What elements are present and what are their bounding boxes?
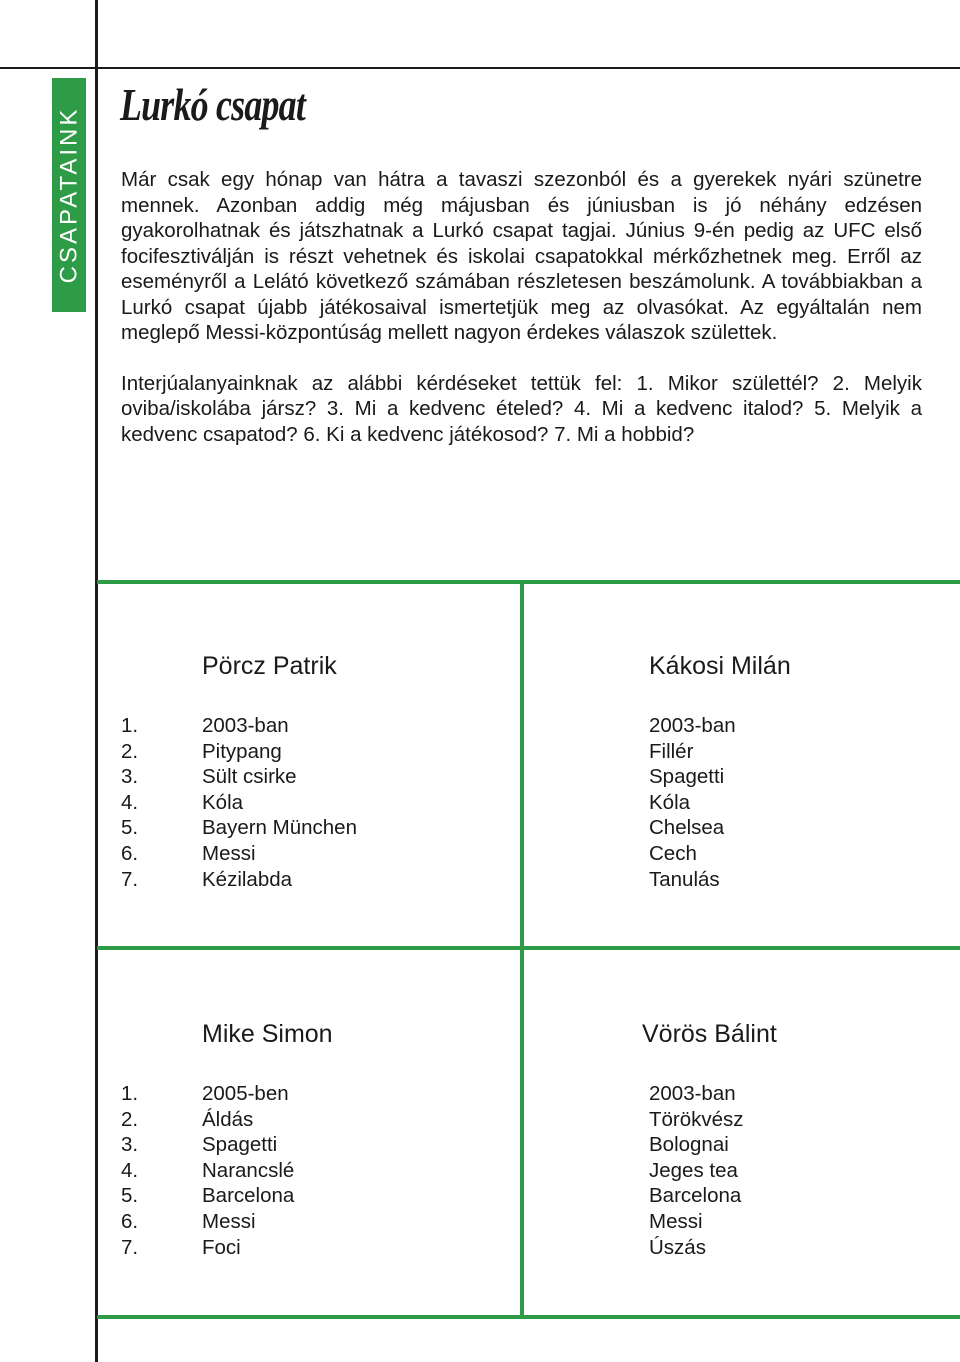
- answer-number: 1.: [121, 1082, 139, 1105]
- answer-item: [121, 867, 357, 893]
- answer-number: 3.: [121, 1133, 139, 1157]
- answer-text: Jeges tea: [649, 1158, 738, 1182]
- answer-text: Messi: [649, 1209, 703, 1233]
- grid-line-top: [97, 580, 960, 584]
- answer-text: Chelsea: [649, 816, 725, 840]
- answer-text: 2003-ban: [202, 714, 289, 737]
- answer-list: [649, 1081, 744, 1260]
- answer-number: 5.: [121, 816, 139, 840]
- answer-text: Barcelona: [649, 1184, 742, 1208]
- answer-text: Spagetti: [649, 765, 725, 789]
- answer-text: Bayern München: [202, 816, 357, 840]
- answer-text: Messi: [202, 1209, 256, 1233]
- answer-text: Narancslé: [202, 1158, 295, 1182]
- answer-text: Áldás: [202, 1107, 254, 1131]
- intro-paragraph: Már csak egy hónap van hátra a tavaszi szezonból és a gyerekek nyári szünetre mennek. Azonban addig még májusban és júniusban is jó néhány edzésen gyakorolhatnak és játszhatnak a Lurkó csapat tagjai. Június 9-én pedig az UFC első focifesztiválján is részt vehetnek és iskolai csapatokkal mérkőzhetnek meg. Erről az eseményről a Lelátó következő számában részletesen beszámolunk. A továbbiakban a Lurkó csapat újabb játékosaival ismertetjük meg az olvasókat. Az egyáltalán nem meglepő Messi-központúság mellett nagyon érdekes válaszok születtek.: [121, 168, 922, 344]
- answer-item: [121, 1107, 294, 1133]
- answer-number: 5.: [121, 1184, 139, 1208]
- answer-number: 7.: [121, 1235, 139, 1259]
- grid-line-middle: [97, 946, 960, 950]
- answer-text: Pitypang: [202, 739, 282, 763]
- answer-list: [121, 1081, 294, 1260]
- answer-number: 3.: [121, 765, 139, 789]
- player-name: Kákosi Milán: [649, 652, 791, 680]
- player-name: Vörös Bálint: [642, 1020, 777, 1048]
- answer-item: [121, 841, 357, 867]
- answer-text: Messi: [202, 841, 256, 865]
- grid-line-bottom: [97, 1315, 960, 1319]
- answer-text: Fillér: [649, 739, 694, 763]
- answer-item: [121, 1209, 294, 1235]
- answer-item: [121, 1158, 294, 1184]
- answer-item: [121, 764, 357, 790]
- answer-text: 2003-ban: [649, 714, 736, 737]
- answer-number: 4.: [121, 1158, 139, 1182]
- answer-list: [649, 713, 736, 892]
- answer-number: 2.: [121, 1107, 139, 1131]
- answer-text: Sült csirke: [202, 765, 297, 789]
- answer-item: [121, 739, 357, 765]
- answer-number: 6.: [121, 841, 139, 865]
- answer-text: Foci: [202, 1235, 241, 1259]
- header-rule: [0, 67, 960, 69]
- answer-text: Törökvész: [649, 1107, 744, 1131]
- answer-text: Barcelona: [202, 1184, 295, 1208]
- grid-divider-lower: [520, 946, 524, 1319]
- answer-item: [121, 1081, 294, 1107]
- vertical-margin-rule: [95, 0, 98, 1362]
- answer-text: Bolognai: [649, 1133, 729, 1157]
- answer-text: Kóla: [202, 790, 244, 814]
- answer-text: 2003-ban: [649, 1082, 736, 1105]
- answer-item: [121, 1183, 294, 1209]
- grid-divider-upper: [520, 580, 524, 950]
- answer-item: [121, 713, 357, 739]
- answer-list: [121, 713, 357, 892]
- answer-text: Kézilabda: [202, 867, 293, 891]
- answer-item: [121, 1235, 294, 1261]
- player-name: Mike Simon: [202, 1020, 333, 1048]
- answer-text: 2005-ben: [202, 1082, 289, 1105]
- player-name: Pörcz Patrik: [202, 652, 337, 680]
- answer-item: [121, 815, 357, 841]
- answer-text: Kóla: [649, 790, 691, 814]
- answer-number: 7.: [121, 867, 139, 891]
- answer-number: 1.: [121, 714, 139, 737]
- section-tab: [52, 78, 86, 312]
- answer-number: 6.: [121, 1209, 139, 1233]
- answer-text: Úszás: [649, 1235, 706, 1259]
- answer-number: 2.: [121, 739, 139, 763]
- answer-number: 4.: [121, 790, 139, 814]
- answer-text: Tanulás: [649, 867, 720, 891]
- questions-paragraph: Interjúalanyainknak az alábbi kérdéseket tettük fel: 1. Mikor születtél? 2. Melyik oviba/iskolába jársz? 3. Mi a kedvenc ételed? 4. Mi a kedvenc italod? 5. Melyik a kedvenc csapatod? 6. Ki a kedvenc játékosod? 7. Mi a hobbid?: [121, 371, 922, 446]
- answer-text: Cech: [649, 841, 697, 865]
- answer-item: [121, 790, 357, 816]
- answer-item: [121, 1132, 294, 1158]
- intro-text: [121, 167, 922, 447]
- page-title: Lurkó csapat: [120, 79, 306, 130]
- section-tab-label: CSAPATAINK: [55, 106, 83, 284]
- answer-text: Spagetti: [202, 1133, 278, 1157]
